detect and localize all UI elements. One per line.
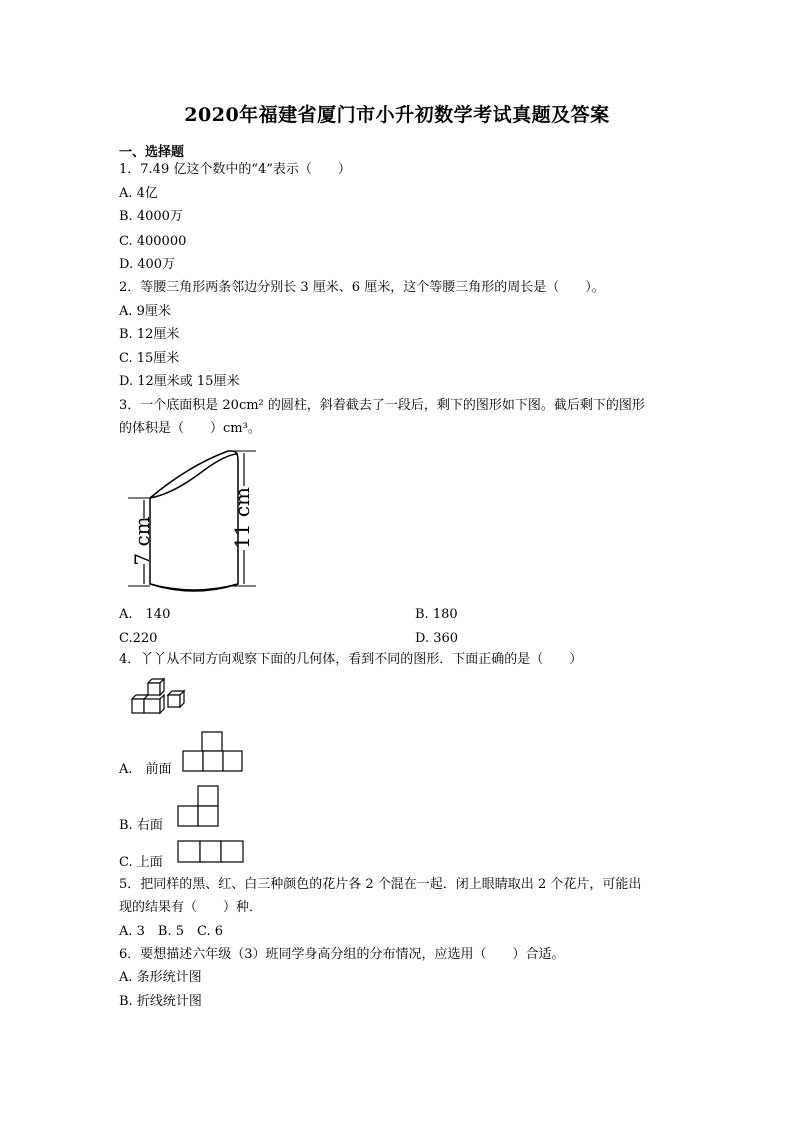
q5-options: A. 3 B. 5 C. 6 (119, 924, 224, 939)
question-2-stem: 2．等腰三角形两条邻边分别长 3 厘米、6 厘米，这个等腰三角形的周长是（ ）。 (119, 280, 605, 295)
question-3-stem-line1: 3．一个底面积是 20cm² 的圆柱，斜着截去了一段后，剩下的图形如下图。截后剩下的图形 (119, 398, 645, 413)
q3-option-b: B. 180 (415, 607, 458, 622)
question-1-stem: 1．7.49 亿这个数中的“4”表示（ ） (119, 162, 351, 177)
q1-option-d: D. 400万 (119, 257, 176, 272)
q4-option-a: A. 前面 (119, 762, 172, 777)
q2-option-b: B. 12厘米 (119, 327, 180, 342)
right-view-figure (177, 785, 221, 829)
q1-option-c: C. 400000 (119, 234, 187, 249)
q6-option-b: B. 折线统计图 (119, 994, 202, 1009)
q4-option-b: B. 右面 (119, 818, 163, 833)
left-height-label: 7 cm (130, 516, 154, 566)
q2-option-a: A. 9厘米 (119, 304, 171, 319)
q3-option-c: C.220 (119, 631, 158, 646)
q2-option-c: C. 15厘米 (119, 351, 180, 366)
truncated-cylinder-figure (118, 446, 268, 594)
right-height-label: 11 cm (230, 487, 254, 549)
q1-option-b: B. 4000万 (119, 209, 183, 224)
cube-solid-figure (130, 679, 190, 719)
q3-option-a: A. 140 (119, 607, 171, 622)
q1-option-a: A. 4亿 (119, 186, 158, 201)
q3-option-d: D. 360 (415, 631, 459, 646)
q2-option-d: D. 12厘米或 15厘米 (119, 374, 240, 389)
document-title: 2020年福建省厦门市小升初数学考试真题及答案 (184, 104, 610, 126)
top-view-figure (177, 840, 245, 864)
question-6-stem: 6．要想描述六年级（3）班同学身高分组的分布情况，应选用（ ）合适。 (119, 947, 565, 962)
question-5-stem-line2: 现的结果有（ ）种． (119, 900, 263, 915)
section-heading: 一、选择题 (119, 145, 185, 160)
front-view-figure (182, 731, 244, 773)
question-4-stem: 4．丫丫从不同方向观察下面的几何体，看到不同的图形．下面正确的是（ ） (119, 652, 583, 667)
question-5-stem-line1: 5．把同样的黑、红、白三种颜色的花片各 2 个混在一起．闭上眼睛取出 2 个花片，可能出 (119, 877, 642, 892)
q4-option-c: C. 上面 (119, 855, 163, 870)
question-3-stem-line2: 的体积是（ ）cm³。 (119, 421, 261, 436)
q6-option-a: A. 条形统计图 (119, 970, 202, 985)
